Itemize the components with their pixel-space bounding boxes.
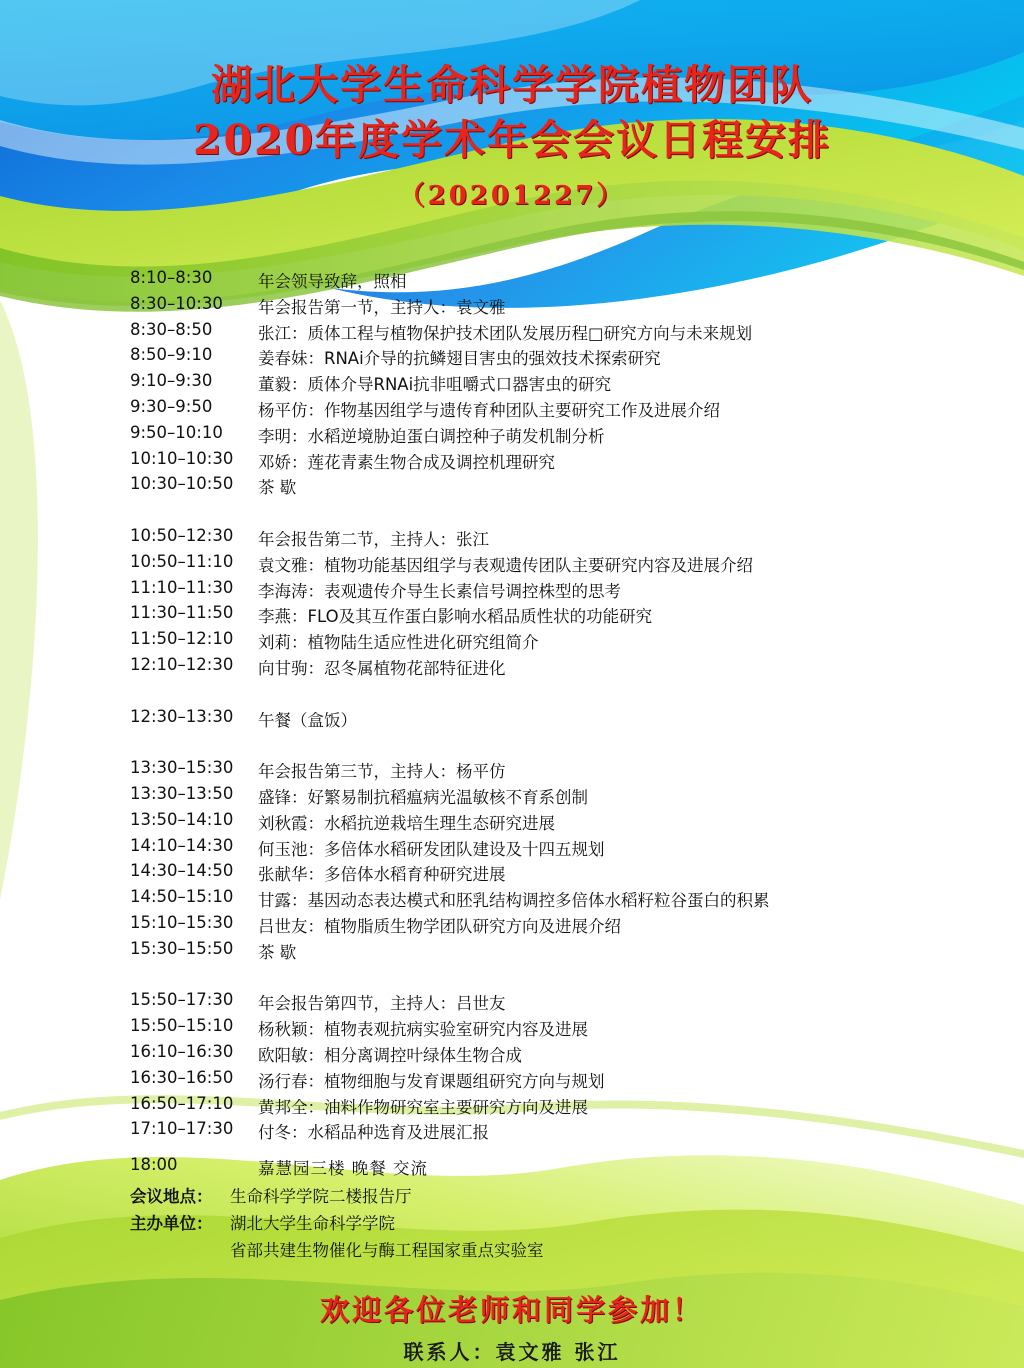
schedule-time: 11:10–11:30 — [130, 577, 234, 597]
schedule-row — [130, 1068, 960, 1094]
schedule-desc: 向甘驹：忍冬属植物花部特征进化 — [258, 658, 506, 678]
schedule-time: 11:50–12:10 — [130, 629, 234, 649]
schedule-row — [130, 268, 960, 294]
schedule-time: 8:10–8:30 — [130, 268, 213, 287]
schedule-row — [130, 1042, 960, 1068]
schedule-time: 13:50–14:10 — [130, 809, 234, 829]
schedule-row — [130, 784, 960, 810]
schedule-desc: 杨秋颖：植物表观抗病实验室研究内容及进展 — [258, 1020, 588, 1040]
schedule-spacer — [130, 500, 960, 526]
host-row — [130, 1210, 990, 1237]
welcome-message: 欢迎各位老师和同学参加！ — [319, 1293, 704, 1327]
schedule-row — [130, 1016, 960, 1042]
schedule-time: 17:10–17:30 — [130, 1119, 234, 1139]
schedule-time: 10:50–12:30 — [130, 525, 234, 545]
schedule-row — [130, 294, 960, 320]
schedule-desc: 刘秋霞：水稻抗逆栽培生理生态研究进展 — [258, 813, 555, 833]
schedule-row — [130, 758, 960, 784]
schedule-row — [130, 397, 960, 423]
schedule-time: 12:30–13:30 — [130, 706, 234, 726]
schedule-row — [130, 1094, 960, 1120]
host-value: 湖北大学生命科学学院 — [230, 1214, 395, 1233]
schedule-spacer — [130, 965, 960, 991]
schedule-time: 16:30–16:50 — [130, 1067, 234, 1087]
schedule-desc: 年会领导致辞，照相 — [258, 272, 407, 291]
schedule-time: 9:50–10:10 — [130, 422, 223, 442]
schedule-desc: 盛锋：好繁易制抗稻瘟病光温敏核不育系创制 — [258, 787, 588, 807]
schedule-time: 15:50–17:30 — [130, 990, 234, 1010]
schedule-time: 16:50–17:10 — [130, 1093, 234, 1113]
schedule-row — [130, 578, 960, 604]
schedule-row — [130, 629, 960, 655]
schedule-time: 14:50–15:10 — [130, 887, 234, 907]
schedule-time: 14:10–14:30 — [130, 835, 234, 855]
venue-label: 会议地点： — [130, 1187, 213, 1206]
schedule-time: 15:50–15:10 — [130, 1016, 234, 1036]
poster-title-line-1: 湖北大学生命科学学院植物团队 — [211, 61, 813, 109]
schedule-desc: 李燕：FLO及其互作蛋白影响水稻品质性状的功能研究 — [258, 607, 653, 627]
schedule-time: 12:10–12:30 — [130, 654, 234, 674]
schedule-spacer — [130, 732, 960, 758]
schedule-row — [130, 371, 960, 397]
venue-value: 生命科学学院二楼报告厅 — [230, 1187, 412, 1206]
schedule-desc: 年会报告第二节，主持人：张江 — [258, 529, 489, 549]
schedule-desc: 年会报告第一节，主持人：袁文雅 — [258, 297, 506, 317]
schedule-desc: 张江：质体工程与植物保护技术团队发展历程□研究方向与未来规划 — [258, 323, 753, 343]
schedule-desc: 年会报告第三节，主持人：杨平仿 — [258, 762, 506, 782]
host-label: 主办单位： — [130, 1214, 213, 1233]
contact-line: 联系人：袁文雅 张江 — [403, 1340, 621, 1364]
schedule-time: 10:10–10:30 — [130, 448, 234, 468]
schedule-desc: 何玉池：多倍体水稻研发团队建设及十四五规划 — [258, 839, 605, 859]
schedule-row — [130, 913, 960, 939]
schedule-row — [130, 810, 960, 836]
schedule-row — [130, 836, 960, 862]
schedule-desc: 张献华：多倍体水稻育种研究进展 — [258, 865, 506, 885]
schedule-desc: 午餐（盒饭） — [258, 710, 357, 730]
schedule-desc: 姜春妹：RNAi介导的抗鳞翅目害虫的强效技术探索研究 — [258, 349, 661, 369]
schedule-row — [130, 707, 960, 733]
schedule-desc: 欧阳敏：相分离调控叶绿体生物合成 — [258, 1045, 522, 1065]
schedule-spacer — [130, 681, 960, 707]
schedule-time: 15:30–15:50 — [130, 938, 234, 958]
host-value-secondary: 省部共建生物催化与酶工程国家重点实验室 — [230, 1241, 544, 1260]
schedule-time: 15:10–15:30 — [130, 912, 234, 932]
schedule-desc: 茶 歇 — [258, 942, 297, 962]
schedule-row — [130, 345, 960, 371]
schedule-time: 11:30–11:50 — [130, 603, 234, 623]
schedule-row — [130, 887, 960, 913]
schedule-desc: 刘莉：植物陆生适应性进化研究组简介 — [258, 633, 539, 653]
schedule-time: 9:30–9:50 — [130, 396, 213, 416]
schedule-row — [130, 990, 960, 1016]
schedule-desc: 吕世友：植物脂质生物学团队研究方向及进展介绍 — [258, 916, 621, 936]
dinner-desc: 嘉慧园三楼 晚餐 交流 — [258, 1159, 428, 1178]
schedule-row — [130, 655, 960, 681]
schedule-desc: 邓娇：莲花青素生物合成及调控机理研究 — [258, 452, 555, 472]
schedule-row — [130, 320, 960, 346]
schedule-time: 9:10–9:30 — [130, 371, 213, 391]
schedule-row — [130, 603, 960, 629]
schedule-desc: 付冬：水稻品种选育及进展汇报 — [258, 1123, 489, 1143]
schedule-desc: 甘露：基因动态表达模式和胚乳结构调控多倍体水稻籽粒谷蛋白的积累 — [258, 891, 770, 911]
schedule-time: 8:50–9:10 — [130, 345, 213, 365]
dinner-row — [130, 1155, 990, 1183]
schedule-row — [130, 423, 960, 449]
venue-row — [130, 1183, 990, 1210]
schedule-row — [130, 449, 960, 475]
schedule-desc: 李明：水稻逆境胁迫蛋白调控种子萌发机制分析 — [258, 426, 605, 446]
schedule-desc: 董毅：质体介导RNAi抗非咀嚼式口器害虫的研究 — [258, 375, 612, 395]
schedule-row — [130, 861, 960, 887]
schedule-row — [130, 474, 960, 500]
schedule-row — [130, 1119, 960, 1145]
schedule-time: 13:30–15:30 — [130, 758, 234, 778]
schedule-desc: 汤行春：植物细胞与发育课题组研究方向与规划 — [258, 1071, 605, 1091]
schedule-desc: 茶 歇 — [258, 478, 297, 498]
schedule-time: 13:30–13:50 — [130, 783, 234, 803]
schedule-time: 10:30–10:50 — [130, 474, 234, 494]
schedule-time: 10:50–11:10 — [130, 551, 234, 571]
dinner-time: 18:00 — [130, 1155, 178, 1174]
schedule-row — [130, 526, 960, 552]
schedule-time: 16:10–16:30 — [130, 1041, 234, 1061]
schedule-list — [130, 268, 960, 1145]
schedule-time: 14:30–14:50 — [130, 861, 234, 881]
schedule-desc: 黄邦全：油料作物研究室主要研究方向及进展 — [258, 1097, 588, 1117]
poster-header — [0, 58, 1024, 212]
schedule-desc: 李海涛：表观遗传介导生长素信号调控株型的思考 — [258, 581, 621, 601]
schedule-row — [130, 939, 960, 965]
poster-footer — [130, 1155, 990, 1264]
schedule-desc: 杨平仿：作物基因组学与遗传育种团队主要研究工作及进展介绍 — [258, 400, 720, 420]
schedule-time: 8:30–8:50 — [130, 319, 213, 339]
schedule-time: 8:30–10:30 — [130, 293, 223, 313]
schedule-desc: 袁文雅：植物功能基因组学与表观遗传团队主要研究内容及进展介绍 — [258, 555, 753, 575]
schedule-row — [130, 552, 960, 578]
schedule-desc: 年会报告第四节，主持人：吕世友 — [258, 994, 506, 1014]
poster-title-line-2: 2020年度学术年会会议日程安排 — [192, 116, 832, 165]
poster-date: （20201227） — [398, 180, 626, 211]
